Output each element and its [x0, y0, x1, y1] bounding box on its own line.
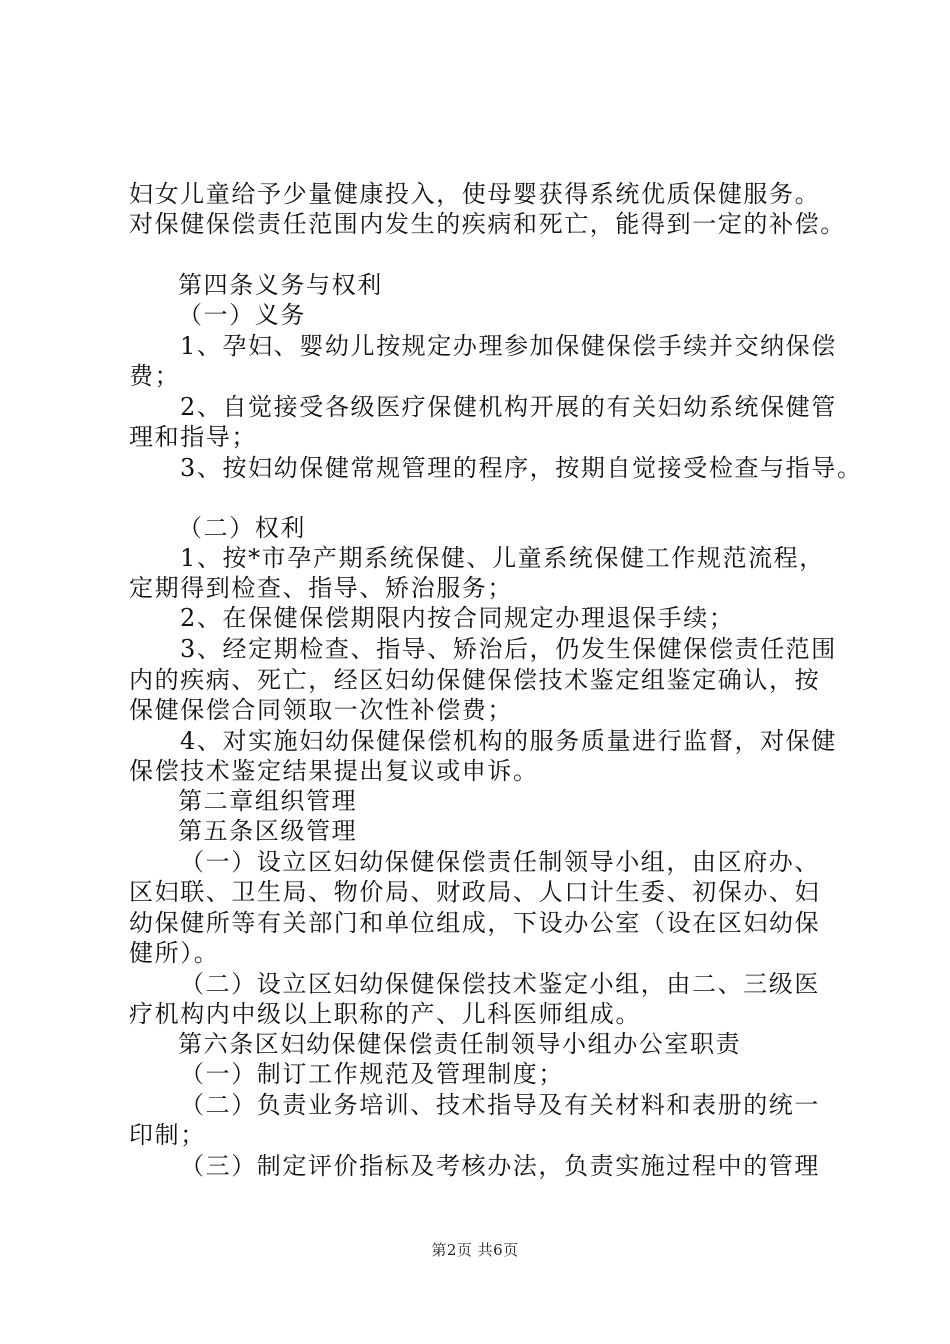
- text-line: 1、按*市孕产期系统保健、儿童系统保健工作规范流程，: [180, 544, 825, 572]
- text-line: 区妇联、卫生局、物价局、财政局、人口计生委、初保办、妇: [129, 878, 821, 906]
- text-line: （一）制订工作规范及管理制度；: [180, 1060, 564, 1088]
- text-line: 对保健保偿责任范围内发生的疾病和死亡，能得到一定的补偿。: [129, 210, 846, 238]
- text-line: 保偿技术鉴定结果提出复议或申诉。: [129, 757, 539, 785]
- text-line: 费；: [129, 362, 181, 390]
- text-line: 4、对实施妇幼保健保偿机构的服务质量进行监督，对保健: [180, 727, 837, 755]
- text-line: 内的疾病、死亡，经区妇幼保健保偿技术鉴定组鉴定确认，按: [129, 666, 821, 694]
- text-line: 3、经定期检查、指导、矫治后，仍发生保健保偿责任范围: [180, 635, 837, 663]
- subsection-heading: （二）权利: [178, 514, 306, 542]
- text-line: 2、在保健保偿期限内按合同规定办理退保手续；: [180, 604, 735, 632]
- text-line: （一）设立区妇幼保健保偿责任制领导小组，由区府办、: [180, 848, 820, 876]
- text-line: 印制；: [129, 1121, 206, 1149]
- text-line: 理和指导；: [129, 423, 257, 451]
- text-line: 妇女儿童给予少量健康投入，使母婴获得系统优质保健服务。: [129, 180, 821, 208]
- text-line: 保健保偿合同领取一次性补偿费；: [129, 696, 513, 724]
- text-line: （二）设立区妇幼保健保偿技术鉴定小组，由二、三级医: [180, 970, 820, 998]
- text-line: 疗机构内中级以上职称的产、儿科医师组成。: [129, 1000, 641, 1028]
- text-line: （三）制定评价指标及考核办法，负责实施过程中的管理: [180, 1152, 820, 1180]
- section-heading: 第六条区妇幼保健保偿责任制领导小组办公室职责: [178, 1030, 742, 1058]
- subsection-heading: （一）义务: [178, 301, 306, 329]
- chapter-heading: 第二章组织管理: [178, 787, 358, 815]
- text-line: 2、自觉接受各级医疗保健机构开展的有关妇幼系统保健管: [180, 393, 837, 421]
- text-line: 健所）。: [129, 939, 220, 967]
- text-line: （二）负责业务培训、技术指导及有关材料和表册的统一: [180, 1091, 820, 1119]
- section-heading: 第五条区级管理: [178, 817, 358, 845]
- text-line: 幼保健所等有关部门和单位组成，下设办公室（设在区妇幼保: [129, 909, 821, 937]
- text-line: 3、按妇幼保健常规管理的程序，按期自觉接受检查与指导。: [180, 454, 863, 482]
- page-number: 第2页 共6页: [431, 1241, 519, 1259]
- text-line: 定期得到检查、指导、矫治服务；: [129, 574, 513, 602]
- text-line: 1、孕妇、婴幼儿按规定办理参加保健保偿手续并交纳保偿: [180, 332, 837, 360]
- section-heading: 第四条义务与权利: [178, 271, 383, 299]
